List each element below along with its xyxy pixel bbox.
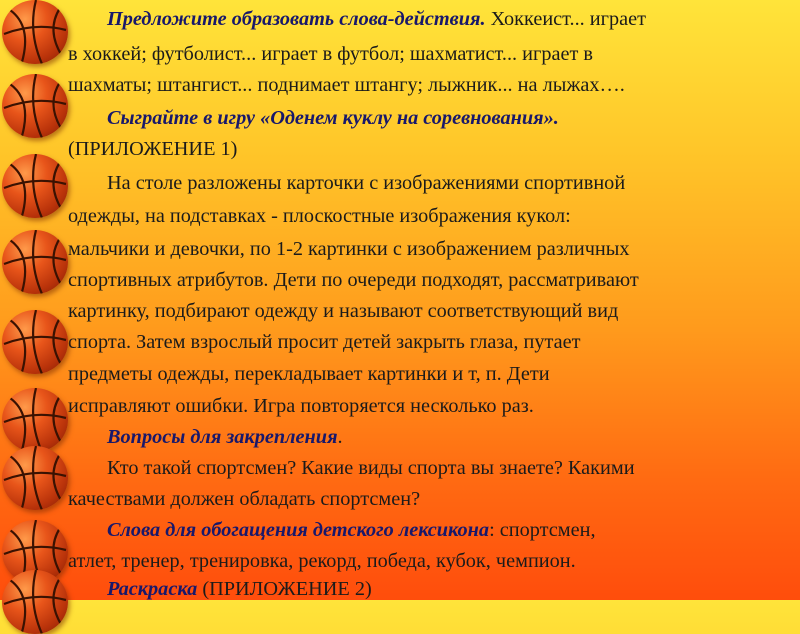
paragraph-3-line-4: спортивных атрибутов. Дети по очереди подходят, рассматривают bbox=[68, 269, 639, 291]
paragraph-1-heading: Предложите образовать слова-действия. bbox=[107, 8, 486, 30]
paragraph-6-line-2: атлет, тренер, тренировка, рекорд, победа, кубок, чемпион. bbox=[68, 550, 576, 572]
paragraph-7-heading: Раскраска bbox=[107, 578, 198, 600]
paragraph-4-dot: . bbox=[337, 426, 343, 448]
paragraph-1-text: Хоккеист... играет bbox=[485, 8, 646, 30]
paragraph-1-line-3: шахматы; штангист... поднимает штангу; лыжник... на лыжах…. bbox=[68, 74, 625, 96]
paragraph-4-heading: Вопросы для закрепления bbox=[107, 426, 338, 448]
paragraph-5-line-1: Кто такой спортсмен? Какие виды спорта вы знаете? Какими bbox=[107, 457, 635, 479]
paragraph-7-line-1 bbox=[107, 576, 372, 602]
paragraph-6-line-1 bbox=[107, 517, 596, 543]
basketball-column bbox=[0, 0, 90, 600]
paragraph-1-line-1 bbox=[107, 6, 646, 32]
paragraph-3-line-7: предметы одежды, перекладывает картинки и т, п. Дети bbox=[68, 363, 550, 385]
basketball-icon bbox=[2, 230, 68, 294]
basketball-icon bbox=[2, 388, 68, 452]
paragraph-3-line-8: исправляют ошибки. Игра повторяется несколько раз. bbox=[68, 395, 534, 417]
paragraph-3-line-1: На столе разложены карточки с изображениями спортивной bbox=[107, 172, 626, 194]
paragraph-6-heading: Слова для обогащения детского лексикона bbox=[107, 519, 490, 541]
paragraph-6-text: : спортсмен, bbox=[489, 519, 596, 541]
paragraph-7-text: (ПРИЛОЖЕНИЕ 2) bbox=[197, 578, 372, 600]
paragraph-1-line-2: в хоккей; футболист... играет в футбол; шахматист... играет в bbox=[68, 43, 593, 65]
paragraph-2-line-2: (ПРИЛОЖЕНИЕ 1) bbox=[68, 138, 238, 160]
basketball-icon bbox=[2, 446, 68, 510]
basketball-icon bbox=[2, 0, 68, 64]
basketball-icon bbox=[2, 154, 68, 218]
paragraph-4-line-1 bbox=[107, 424, 343, 450]
basketball-icon bbox=[2, 310, 68, 374]
paragraph-3-line-5: картинку, подбирают одежду и называют соответствующий вид bbox=[68, 300, 619, 322]
basketball-icon bbox=[2, 74, 68, 138]
paragraph-5-line-2: качествами должен обладать спортсмен? bbox=[68, 488, 421, 510]
basketball-icon bbox=[2, 570, 68, 634]
paragraph-2-heading: Сыграйте в игру «Оденем куклу на соревнования». bbox=[107, 107, 559, 129]
paragraph-3-line-3: мальчики и девочки, по 1-2 картинки с изображением различных bbox=[68, 238, 630, 260]
paragraph-3-line-2: одежды, на подставках - плоскостные изображения кукол: bbox=[68, 205, 571, 227]
paragraph-3-line-6: спорта. Затем взрослый просит детей закрыть глаза, путает bbox=[68, 331, 581, 353]
